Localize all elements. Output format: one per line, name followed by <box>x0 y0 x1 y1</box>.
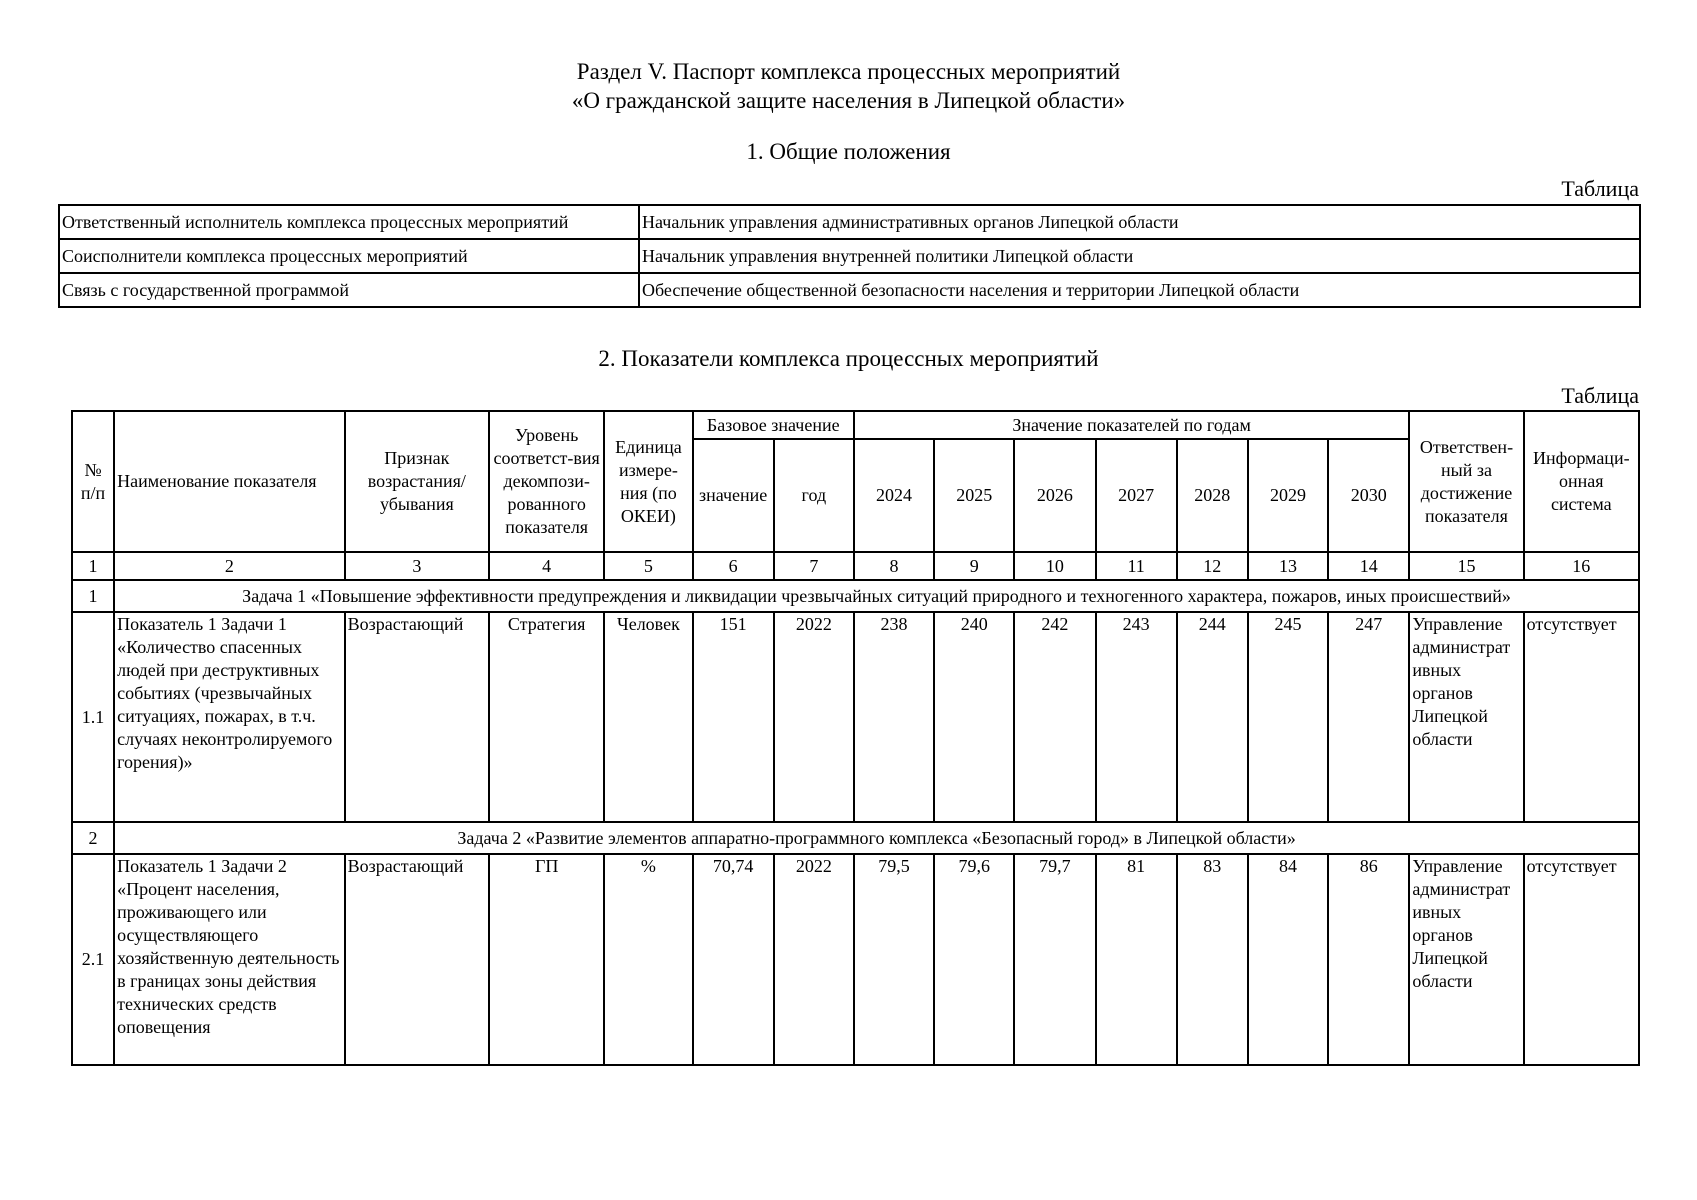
indicator-row <box>72 612 1639 822</box>
general-title: 1. Общие положения <box>746 139 951 164</box>
column-number-row <box>72 552 1639 580</box>
indicator-unit: % <box>604 854 692 1065</box>
table-row <box>59 273 1640 307</box>
indicator-year-value: 79,7 <box>1014 854 1095 1065</box>
indicator-responsible: Управление администрат ивных органов Липецкой области <box>1409 612 1523 822</box>
general-label: Связь с государственной программой <box>59 273 639 307</box>
header-by-years: Значение показателей по годам <box>854 411 1409 439</box>
column-number: 5 <box>604 552 692 580</box>
indicator-responsible: Управление администрат ивных органов Липецкой области <box>1409 854 1523 1065</box>
general-value: Обеспечение общественной безопасности населения и территории Липецкой области <box>639 273 1640 307</box>
table-label-1: Таблица <box>1561 176 1639 201</box>
indicator-info-system: отсутствует <box>1524 612 1639 822</box>
header-base: Базовое значение <box>693 411 854 439</box>
column-number: 11 <box>1096 552 1177 580</box>
header-unit: Единица измере-ния (по ОКЕИ) <box>604 411 692 552</box>
indicator-level: Стратегия <box>489 612 604 822</box>
column-number: 14 <box>1328 552 1409 580</box>
indicator-num: 2.1 <box>72 854 114 1065</box>
general-label: Соисполнители комплекса процессных мероприятий <box>59 239 639 273</box>
indicator-name: Показатель 1 Задачи 2 «Процент населения, проживающего или осуществляющего хозяйственную деятельность в границах зоны действия технических средств оповещения <box>114 854 345 1065</box>
task-title: Задача 2 «Развитие элементов аппаратно-программного комплекса «Безопасный город» в Липецкой области» <box>114 822 1639 854</box>
header-year: 2028 <box>1177 439 1248 552</box>
indicator-base-value: 151 <box>693 612 774 822</box>
column-number: 1 <box>72 552 114 580</box>
indicator-level: ГП <box>489 854 604 1065</box>
indicators-table <box>71 410 1640 1066</box>
general-provisions-table <box>58 204 1641 308</box>
general-value: Начальник управления административных органов Липецкой области <box>639 205 1640 239</box>
column-number: 6 <box>693 552 774 580</box>
task-num: 1 <box>72 580 114 612</box>
indicator-name: Показатель 1 Задачи 1 «Количество спасенных людей при деструктивных событиях (чрезвычайных ситуациях, пожарах, в т.ч. случаях неконтролируемого горения)» <box>114 612 345 822</box>
column-number: 3 <box>345 552 489 580</box>
general-value: Начальник управления внутренней политики Липецкой области <box>639 239 1640 273</box>
indicator-year-value: 83 <box>1177 854 1248 1065</box>
indicator-row <box>72 854 1639 1065</box>
header-year: 2027 <box>1096 439 1177 552</box>
task-row <box>72 822 1639 854</box>
indicator-base-year: 2022 <box>774 612 854 822</box>
indicator-year-value: 243 <box>1096 612 1177 822</box>
header-year: 2025 <box>934 439 1014 552</box>
indicators-title: 2. Показатели комплекса процессных мероприятий <box>598 346 1099 371</box>
table-row <box>59 205 1640 239</box>
indicator-year-value: 81 <box>1096 854 1177 1065</box>
header-base-year: год <box>774 439 854 552</box>
header-year: 2029 <box>1248 439 1328 552</box>
task-num: 2 <box>72 822 114 854</box>
general-label: Ответственный исполнитель комплекса процессных мероприятий <box>59 205 639 239</box>
section-subtitle: «О гражданской защите населения в Липецкой области» <box>571 88 1126 113</box>
header-year: 2026 <box>1014 439 1095 552</box>
indicator-year-value: 240 <box>934 612 1014 822</box>
indicator-year-value: 84 <box>1248 854 1328 1065</box>
indicator-year-value: 247 <box>1328 612 1409 822</box>
header-info-system: Информаци-онная система <box>1524 411 1639 552</box>
header-base-value: значение <box>693 439 774 552</box>
indicator-info-system: отсутствует <box>1524 854 1639 1065</box>
indicator-year-value: 79,5 <box>854 854 934 1065</box>
header-num: № п/п <box>72 411 114 552</box>
task-row <box>72 580 1639 612</box>
column-number: 13 <box>1248 552 1328 580</box>
indicator-base-value: 70,74 <box>693 854 774 1065</box>
header-level: Уровень соответст-вия декомпози-рованного показателя <box>489 411 604 552</box>
header-name: Наименование показателя <box>114 411 345 552</box>
header-responsible: Ответствен-ный за достижение показателя <box>1409 411 1523 552</box>
header-row <box>72 411 1639 439</box>
column-number: 8 <box>854 552 934 580</box>
column-number: 12 <box>1177 552 1248 580</box>
indicator-year-value: 245 <box>1248 612 1328 822</box>
indicator-year-value: 86 <box>1328 854 1409 1065</box>
indicator-year-value: 242 <box>1014 612 1095 822</box>
indicator-sign: Возрастающий <box>345 854 489 1065</box>
table-row <box>59 239 1640 273</box>
indicator-sign: Возрастающий <box>345 612 489 822</box>
section-title: Раздел V. Паспорт комплекса процессных мероприятий <box>576 59 1121 84</box>
indicator-year-value: 79,6 <box>934 854 1014 1065</box>
column-number: 2 <box>114 552 345 580</box>
column-number: 4 <box>489 552 604 580</box>
column-number: 10 <box>1014 552 1095 580</box>
column-number: 7 <box>774 552 854 580</box>
header-year: 2030 <box>1328 439 1409 552</box>
column-number: 16 <box>1524 552 1639 580</box>
indicator-base-year: 2022 <box>774 854 854 1065</box>
header-sign: Признак возрастания/ убывания <box>345 411 489 552</box>
task-title: Задача 1 «Повышение эффективности предупреждения и ликвидации чрезвычайных ситуаций природного и техногенного характера, пожаров, иных происшествий» <box>114 580 1639 612</box>
indicator-year-value: 238 <box>854 612 934 822</box>
column-number: 9 <box>934 552 1014 580</box>
column-number: 15 <box>1409 552 1523 580</box>
table-label-2: Таблица <box>1561 383 1639 408</box>
indicator-num: 1.1 <box>72 612 114 822</box>
header-year: 2024 <box>854 439 934 552</box>
indicator-year-value: 244 <box>1177 612 1248 822</box>
indicator-unit: Человек <box>604 612 692 822</box>
